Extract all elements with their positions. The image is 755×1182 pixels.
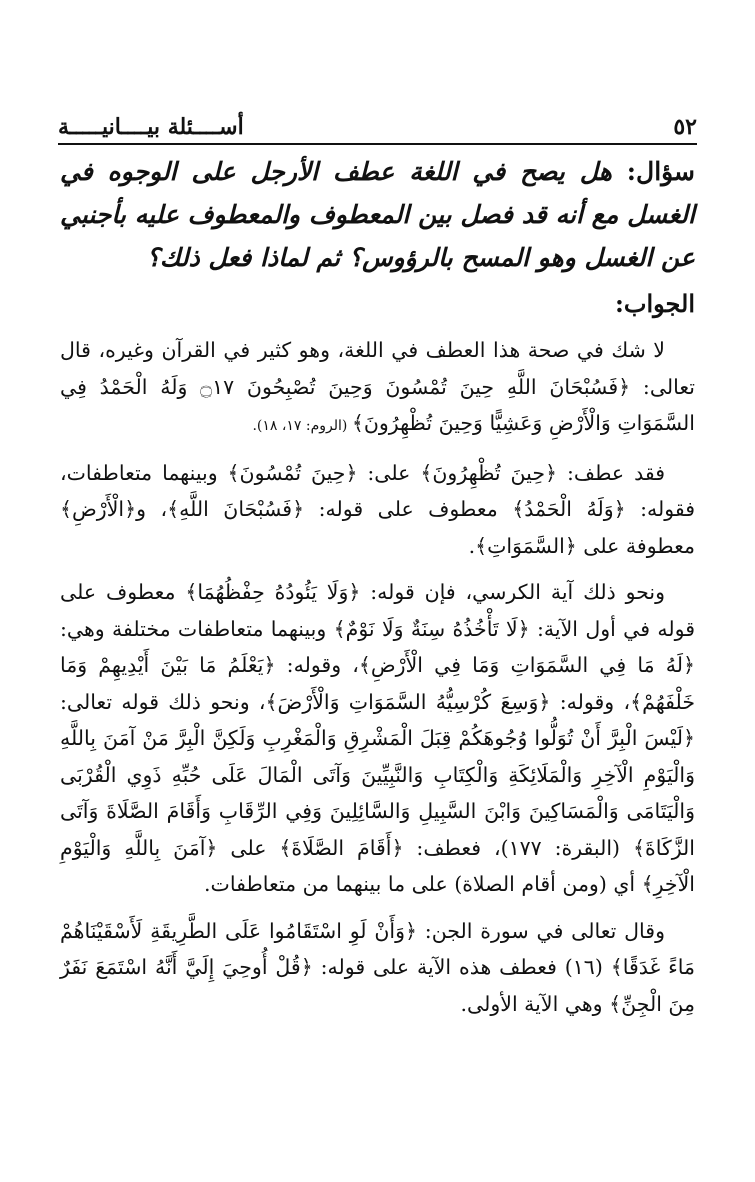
question-label: سؤال: [626, 157, 695, 186]
paragraph-4 [60, 913, 695, 1023]
page-body [60, 150, 695, 1032]
answer-label: الجواب: [615, 289, 695, 318]
paragraph-3 [60, 574, 695, 903]
question-text: هل يصح في اللغة عطف الأرجل على الوجوه في الغسل مع أنه قد فصل بين المعطوف والمعطوف عليه بأجنبي عن الغسل وهو المسح بالرؤوس؟ ثم لماذا فعل ذلك؟ [60, 157, 695, 272]
paragraph-4-text: وقال تعالى في سورة الجن: ﴿وَأَنْ لَوِ اسْتَقَامُوا عَلَى الطَّرِيقَةِ لَأَسْقَيْنَاهُمْ مَاءً غَدَقًا﴾ (١٦) فعطف هذه الآية على قوله: ﴿قُلْ أُوحِيَ إِلَيَّ أَنَّهُ اسْتَمَعَ نَفَرٌ مِنَ الْجِنِّ﴾ وهي الآية الأولى. [60, 918, 695, 1016]
paragraph-2-text: فقد عطف: ﴿حِينَ تُظْهِرُونَ﴾ على: ﴿حِينَ تُمْسُونَ﴾ وبينهما متعاطفات، فقوله: ﴿وَلَهُ الْحَمْدُ﴾ معطوف على قوله: ﴿فَسُبْحَانَ اللَّهِ﴾، و﴿الْأَرْضِ﴾ معطوفة على ﴿السَّمَوَاتِ﴾. [60, 460, 695, 558]
page-number: ٥٢ [673, 114, 697, 140]
running-title: أســــئلة بيــــانيـــــة [58, 114, 244, 140]
question-block [60, 150, 695, 279]
paragraph-1-text: لا شك في صحة هذا العطف في اللغة، وهو كثير في القرآن وغيره، قال تعالى: ﴿فَسُبْحَانَ اللَّهِ حِينَ تُمْسُونَ وَحِينَ تُصْبِحُونَ ۝١٧ وَلَهُ الْحَمْدُ فِي السَّمَوَاتِ وَالْأَرْضِ وَعَشِيًّا وَحِينَ تُظْهِرُونَ﴾ [60, 338, 695, 435]
paragraph-3-citation: (البقرة: ١٧٧)، فعطف: ﴿أَقَامَ الصَّلَاةَ﴾ على ﴿آمَنَ بِاللَّهِ وَالْيَوْمِ الْآخِرِ﴾ أي (ومن أقام الصلاة) على ما بينهما من متعاطفات. [60, 835, 695, 896]
paragraph-1 [60, 332, 695, 445]
paragraph-3-text: ونحو ذلك آية الكرسي، فإن قوله: ﴿وَلَا يَئُودُهُ حِفْظُهُمَا﴾ معطوف على قوله في أول الآية: ﴿لَا تَأْخُذُهُ سِنَةٌ وَلَا نَوْمٌ﴾ وبينهما متعاطفات مختلفة وهي: ﴿لَهُ مَا فِي السَّمَوَاتِ وَمَا فِي الْأَرْضِ﴾، وقوله: ﴿يَعْلَمُ مَا بَيْنَ أَيْدِيهِمْ وَمَا خَلْفَهُمْ﴾، وقوله: ﴿وَسِعَ كُرْسِيُّهُ السَّمَوَاتِ وَالْأَرْضَ﴾، ونحو ذلك قوله تعالى: ﴿لَيْسَ الْبِرَّ أَنْ تُوَلُّوا وُجُوهَكُمْ قِبَلَ الْمَشْرِقِ وَالْمَغْرِبِ وَلَكِنَّ الْبِرَّ مَنْ آمَنَ بِاللَّهِ وَالْيَوْمِ الْآخِرِ وَالْمَلَائِكَةِ وَالْكِتَابِ وَالنَّبِيِّينَ وَآتَى الْمَالَ عَلَى حُبِّهِ ذَوِي الْقُرْبَى وَالْيَتَامَى وَالْمَسَاكِينَ وَابْنَ السَّبِيلِ وَالسَّائِلِينَ وَفِي الرِّقَابِ وَأَقَامَ الصَّلَاةَ وَآتَى الزَّكَاةَ﴾ [60, 580, 695, 860]
running-header [58, 108, 697, 145]
paragraph-1-citation: (الروم: ١٧، ١٨). [252, 418, 352, 434]
paragraph-2 [60, 455, 695, 565]
